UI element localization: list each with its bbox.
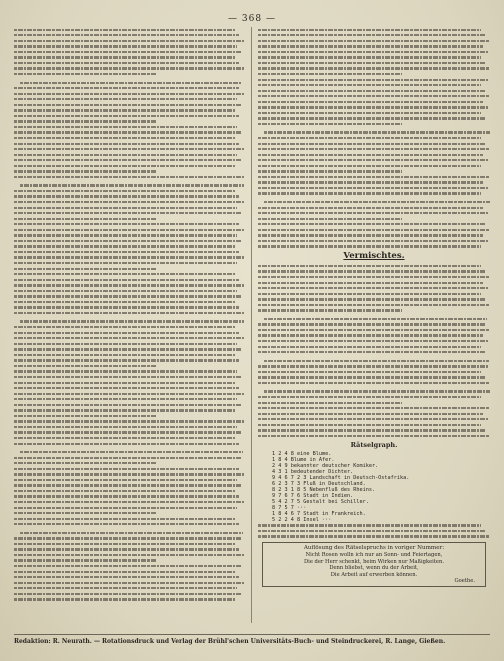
solution-box [262, 542, 486, 587]
column-divider [251, 27, 252, 623]
puzzle-row: 1 2 4 8 eine Blume. [272, 450, 332, 457]
solution-line: Die Arbeit auf erwerben können. [330, 571, 418, 578]
puzzle-heading: Rätselgraph. [350, 440, 398, 449]
page-number: — 368 — [228, 14, 276, 24]
puzzle-list [258, 451, 490, 523]
imprint-line: Redaktion: R. Neurath. — Rotationsdruck und Verlag der Brühl'schen Universitäts-Buch- und Steindruckerei, R. Lange, Gießen. [14, 634, 490, 645]
puzzle-row: 5 2 2 4 8 Insel ··· [272, 516, 332, 523]
left-column [14, 27, 244, 623]
puzzle-row: 6 2 3 7 3 Fluß in Deutschland. [272, 480, 366, 487]
solution-line: Nicht Rosen wolln ich nur an Sonn- und Feiertagen, [305, 552, 443, 559]
puzzle-row: 4 3 1 bedeutender Dichter. [272, 468, 354, 475]
text-line [14, 597, 244, 603]
text-line [258, 244, 490, 250]
puzzle-row: 8 7 5 7 ··· [272, 504, 307, 511]
puzzle-row: 8 2 3 1 8 5 Nebenfluß des Rheins. [272, 486, 376, 493]
solution-line: Die der Herr schenkt, beim Wirken nur Maßigkeiten. [304, 558, 444, 565]
puzzle-row: 9 7 6 7 6 Stadt in Indien. [272, 492, 354, 499]
puzzle-row: 1 8 4 Blume in Afer. [272, 456, 335, 463]
solution-signature: Goethe. [454, 578, 475, 584]
solution-line: Denn bliebst, wenn du der Arbeit, [329, 565, 419, 572]
text-line [258, 534, 490, 540]
puzzle-row: 5 4 2 7 5 Gestalt bei Schiller. [272, 498, 369, 505]
right-column [258, 27, 490, 623]
puzzle-row: 1 8 4 6 7 Stadt in Frankreich. [272, 510, 366, 517]
text-line [258, 433, 490, 439]
puzzle-row: 2 4 9 bekannter deutscher Komiker. [272, 462, 379, 469]
puzzle-row: 9 4 6 7 2 3 Landschaft in Deutsch-Ostafrika. [272, 474, 410, 481]
section-heading-vermischtes: Vermischtes. [343, 251, 405, 262]
solution-title: Auflösung des Rätselspruchs in voriger Nummer: [303, 545, 445, 552]
